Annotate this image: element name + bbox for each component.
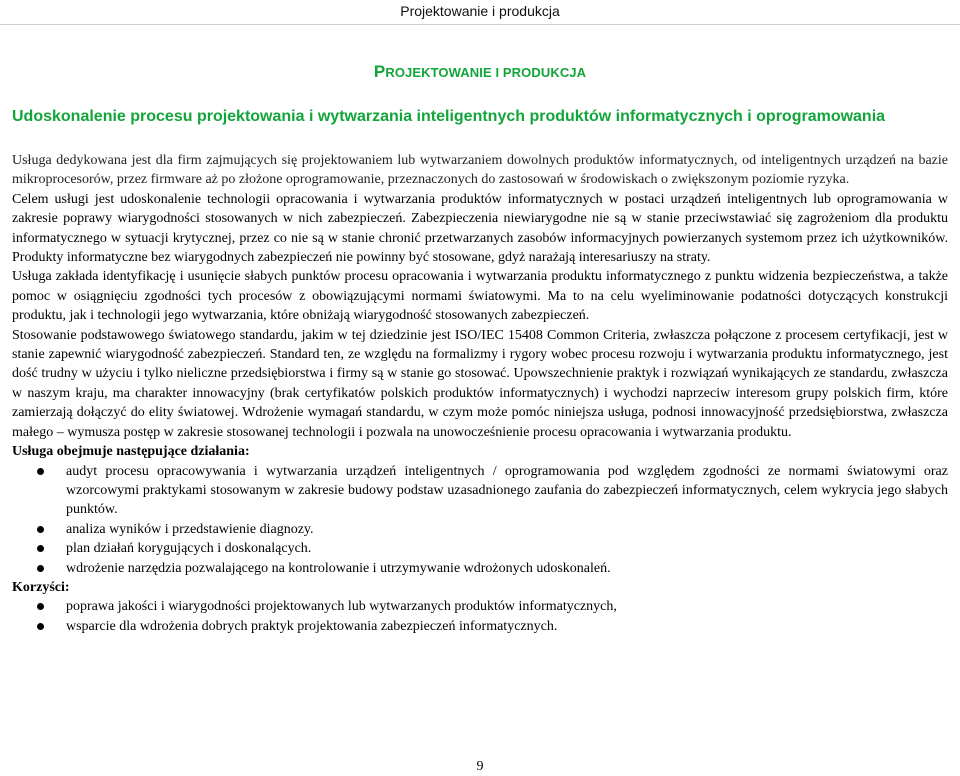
list-item bbox=[12, 539, 948, 558]
list-item bbox=[12, 559, 948, 578]
list-item-text: analiza wyników i przedstawienie diagnozy. bbox=[66, 521, 314, 537]
list-item bbox=[12, 617, 948, 636]
benefits-list bbox=[12, 597, 948, 636]
running-header: Projektowanie i produkcja bbox=[400, 3, 560, 19]
paragraph: Usługa dedykowana jest dla firm zajmujących się projektowaniem lub wytwarzaniem dowolnych produktów informatycznych, od inteligentnych urządzeń na bazie mikroprocesorów, przez firmware aż po złożone oprogramowanie, przeznaczonych do zastosowań w środowiskach o zwiększonym poziomie ryzyka. bbox=[12, 153, 948, 188]
paragraph: Celem usługi jest udoskonalenie technologii opracowania i wytwarzania produktów informatycznych w postaci urządzeń inteligentnych lub oprogramowania w zakresie poprawy wiarygodności stosowanych w nich zabezpieczeń. Zabezpieczenia niewiarygodne nie są w stanie przeciwstawiać się zagrożeniom dla produktu informatycznego w sytuacji krytycznej, przez co nie są w stanie chronić przetwarzanych zasobów informacyjnych powierzanych systemom przez ich użytkowników. Produkty informatyczne bez wiarygodnych zabezpieczeń nie powinny być stosowane, gdyż narażają interesariuszy na straty. bbox=[12, 191, 948, 266]
page-number: 9 bbox=[476, 759, 484, 774]
bullet-icon bbox=[37, 623, 44, 630]
list-item bbox=[12, 462, 948, 520]
list-item-text: wdrożenie narzędzia pozwalającego na kontrolowanie i utrzymywanie wdrożonych udoskonaleń. bbox=[66, 560, 611, 576]
bullet-icon bbox=[37, 468, 44, 475]
scope-list bbox=[12, 462, 948, 578]
bullet-icon bbox=[37, 565, 44, 572]
list-item-text: plan działań korygujących i doskonalących. bbox=[66, 541, 312, 557]
bullet-icon bbox=[37, 545, 44, 552]
scope-heading: Usługa obejmuje następujące działania: bbox=[12, 444, 250, 460]
page-title bbox=[0, 62, 960, 82]
page-title-rest: ROJEKTOWANIE I PRODUKCJA bbox=[385, 65, 587, 80]
list-item bbox=[12, 520, 948, 539]
paragraph: Usługa zakłada identyfikację i usunięcie słabych punktów procesu opracowania i wytwarzania produktu informatycznego z punktu widzenia bezpieczeństwa, a także pomoc w osiągnięciu zgodności tych procesów z obowiązującymi normami światowymi. Ma to na celu wyeliminowanie podatności dotyczących konstrukcji produktu, jak i technologii jego wytwarzania, które obniżają wiarygodność stosowanych zabezpieczeń. bbox=[12, 269, 948, 324]
page-title-initial: P bbox=[373, 62, 386, 81]
list-item-text: audyt procesu opracowywania i wytwarzania urządzeń inteligentnych / oprogramowania pod względem zgodności ze normami światowymi oraz wzorcowymi praktykami stosowanym w zakresie budowy podstaw uzasadnionego zaufania do zabezpieczeń informatycznych, celem wykrycia jego słabych punktów. bbox=[66, 463, 948, 518]
header-divider bbox=[0, 24, 960, 25]
bullet-icon bbox=[37, 526, 44, 533]
paragraph: Stosowanie podstawowego światowego standardu, jakim w tej dziedzinie jest ISO/IEC 15408 Common Criteria, zwłaszcza połączone z procesem certyfikacji, jest w stanie zapewnić wiarygodność zabezpieczeń. Standard ten, ze względu na formalizmy i rygory wobec procesu rozwoju i wytwarzania produktu informatycznego, jest dość trudny w użyciu i tylko nieliczne przedsiębiorstwa i firmy są w stanie go stosować. Upowszechnienie praktyk i rozwiązań wynikających ze standardu, zwłaszcza w naszym kraju, ma charakter innowacyjny (brak certyfikatów polskich produktów informatycznych) i wychodzi naprzeciw interesom grupy polskich firm, które zamierzają dołączyć do elity światowej. Wdrożenie wymagań standardu, w czym może pomóc niniejsza usługa, podnosi innowacyjność przedsiębiorstwa, zwłaszcza małego – wymusza postęp w zakresie stosowanej technologii i pozwala na unowocześnienie procesu opracowania i wytwarzania produktu. bbox=[12, 327, 948, 440]
list-item bbox=[12, 597, 948, 616]
list-item-text: poprawa jakości i wiarygodności projektowanych lub wytwarzanych produktów informatycznych, bbox=[66, 599, 617, 615]
list-item-text: wsparcie dla wdrożenia dobrych praktyk projektowania zabezpieczeń informatycznych. bbox=[66, 618, 558, 634]
document-body bbox=[12, 151, 948, 636]
section-subtitle: Udoskonalenie procesu projektowania i wytwarzania inteligentnych produktów informatycznych i oprogramowania bbox=[12, 108, 886, 125]
bullet-icon bbox=[37, 603, 44, 610]
benefits-heading: Korzyści: bbox=[12, 579, 70, 595]
